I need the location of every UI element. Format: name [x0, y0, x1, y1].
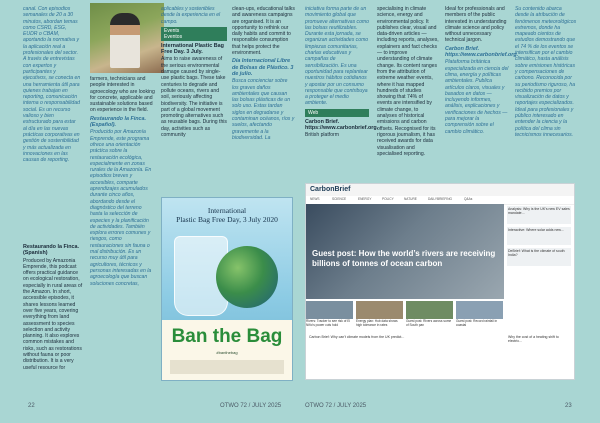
right-col3 [445, 6, 519, 137]
poster-band-text: Ban the Bag [171, 326, 283, 347]
person-figure [110, 13, 140, 68]
nav-item-news: NEWS [310, 197, 320, 201]
article-card [406, 301, 453, 331]
poster-logos-strip [170, 360, 284, 374]
left-col1-english [23, 242, 83, 373]
ban-the-bag-poster [161, 197, 293, 381]
left-col4-body: Busca concienciar sobre los graves daños ambientales que causan las bolsas plásticas de un solo uso. Estas tardan siglos en degradarse y contaminan océanos, ríos y suelos, afectando gravemente a la biodiversidad. La [232, 78, 295, 141]
nav-item-dailybriefing: DAILYBRIEFING [428, 197, 453, 201]
article-card [356, 301, 403, 331]
left-col3-top-text: aplicables y sostenibles desde la experiencia en el campo. [161, 6, 221, 25]
left-col4-top-text: clean-ups, educational talks and awareness campaigns are organised. It is an opportunity to rethink our daily habits and commit to responsible consumption that helps protect the environment. [232, 6, 295, 57]
left-col2-body-top: farmers, technicians and people interested in agroecology who are looking for concrete, applicable and sustainable solutions based on experience in the field. [90, 76, 155, 114]
right-col1-heading: Carbon Brief. https://www.carbonbrief.org. [305, 118, 379, 132]
left-col4-heading: Día Internacional Libre de Bolsas de Plástico. 3 de julio. [232, 58, 294, 77]
left-col3 [161, 6, 227, 140]
left-col4 [232, 6, 295, 143]
sidebar-list [507, 206, 571, 269]
carbonbrief-logo: CarbonBrief [310, 186, 351, 193]
right-col1-body-en: British platform [305, 132, 339, 139]
sidebar-item-text: DeBrief: What is the climate of south India? [508, 249, 565, 258]
card-text: Guest post: Record rainfall in coastal [456, 319, 498, 327]
hero-image [306, 204, 504, 299]
right-footer: OTWO 72 / JULY 2025 [305, 403, 367, 409]
right-col1 [305, 6, 379, 141]
left-col3-body: Aims to raise awareness of the serious environmental damage caused by single-use plastic bags. These take centuries to degrade and pollute oceans, rivers and soil, seriously affecting biodiversity. The initiative is part of a global movement promoting alternatives such as reusable bags. During this day, activities such as community [161, 56, 227, 139]
card-thumb [406, 301, 453, 319]
poster-title-line2: Plastic Bag Free Day, 3 July 2020 [176, 215, 278, 224]
left-col1-body: Produced by Amazonia Emprende, this podcast offers practical guidance on ecological restoration, especially in rural areas of the Amazon. In short, accessible episodes, it shares lessons learned over five years, covering everything from land assessment to species selection and activity planning. It also explores common mistakes and risks, such as restorations without fauna or poor distribution. It is a very useful resource for [23, 257, 83, 371]
left-col3-heading: International Plastic Bag Free Day. 3 July. [161, 42, 224, 56]
right-col4 [515, 6, 577, 140]
sidebar-item [507, 248, 571, 266]
sidebar-item-text: Interactive: Where solar adds new... [508, 228, 564, 232]
right-col2 [377, 6, 439, 159]
lower-right-text: Why the cost of a heating shift to electric... [508, 335, 559, 344]
left-col2 [90, 76, 155, 289]
article-card [306, 301, 353, 331]
card-thumb [306, 301, 353, 319]
events-tag-en: Events [164, 27, 180, 34]
right-col3-body: Ideal for professionals and members of the public interested in understanding climate science and policy without unnecessary technical jargon. [445, 6, 507, 44]
card-text: Energy plan: Hub data shows high tolerance in rates [356, 319, 398, 327]
globe-illustration [216, 246, 278, 308]
left-col1-heading: Restaurando la Finca. (Spanish) [23, 244, 80, 257]
sidebar-item [507, 227, 571, 245]
nav-item-energy: ENERGY [358, 197, 372, 201]
lower-left-text: Carbon Brief: Why can’t climate models from the UK predict... [309, 335, 405, 339]
right-col2-body: specialising in climate science, energy and environmental policy. It publishes clear, visual and data-driven articles — including reports, analyses, explainers and fact checks — to improve understanding of climate change. Its content ranges from the attribution of extreme weather events, where it has mapped hundreds of studies showing that 74% of events are intensified by climate change, to analyses of historical emissions and carbon offsets. Recognised for its rigorous journalism, it has received awards for data visualisation and specialised reporting. [377, 6, 439, 157]
podcast-photo [90, 3, 164, 73]
right-col1-body: iniciativa forma parte de un movimiento global que promueve alternativas como las bolsas reutilizables. Durante esta jornada, se organizan actividades como limpiezas comunitarias, charlas educativas y campañas de sensibilización. Es una oportunidad para replantear nuestros hábitos cotidianos y apostar por un consumo responsable que contribuya a proteger el medio ambiente. [305, 6, 369, 107]
card-thumb [456, 301, 503, 319]
right-col4-body: Su contenido abarca desde la atribución de fenómenos meteorológicos extremos, donde ha mapeado cientos de estudios demostrando que el 74 % de los eventos se intensifican por el cambio climático, hasta análisis sobre emisiones históricas y compensaciones de carbono. Reconocida por su periodismo riguroso, ha recibido premios por visualización de datos y reportajes especializados. Ideal para profesionales y público interesado en entender la ciencia y la política del clima sin tecnicismos innecesarios. [515, 6, 577, 138]
right-page-number: 23 [565, 403, 572, 409]
web-tag: Web [305, 109, 369, 117]
left-col1-spanish [23, 6, 81, 165]
article-cards [306, 301, 504, 331]
nav-item-policy: POLICY [382, 197, 394, 201]
poster-title-line1: International [207, 206, 247, 215]
lower-right-story [507, 334, 571, 345]
nav-item-science: SCIENCE [332, 197, 347, 201]
left-page-number: 22 [28, 403, 35, 409]
card-text: Guest post: Rivers across some of South pan [406, 319, 452, 327]
right-col3-body-es: Plataforma británica especializada en ciencia del clima, energía y políticas ambientales. Publica artículos claros, visuales y basados en datos — incluyendo informes, análisis, explicaciones y verificaciones de hechos — para mejorar la comprensión sobre el cambio climático. [445, 59, 509, 135]
hero-title: Guest post: How the world’s rivers are receiving billions of tonnes of ocean carbon [312, 249, 496, 268]
left-col2-body: Producido por Amazonía Emprende, este programa ofrece una orientación práctica sobre la restauración ecológica, especialmente en zonas rurales de la Amazonía. En episodios breves y accesibles, comparte aprendizajes acumulados durante cinco años, abordando desde el diagnóstico del terreno hasta la selección de especies y la planificación de actividades. También explora errores comunes y riesgos, como restauraciones sin fauna o mal distribución. Es un recurso muy útil para agricultores, técnicos y personas interesadas en la agroecología que buscan soluciones concretas, [90, 129, 152, 287]
poster-title [162, 206, 292, 224]
nav-item-nature: NATURE [404, 197, 417, 201]
left-footer: OTWO 72 / JULY 2025 [220, 403, 282, 409]
nav-item-qas: Q&As [464, 197, 473, 201]
left-col2-heading: Restaurando la Finca. (Español). [90, 115, 147, 129]
events-tag-es: Eventos [164, 33, 183, 40]
events-tag [161, 27, 227, 41]
lower-left-story [308, 334, 506, 340]
left-col1-top-text: canal. Con episodios semanales de 20 a 30 minutos, abordan temas como CSRD, ESG, EUDR o CBAM, aportando la normativa y la aplicación real a profesionales del sector. A través de entrevistas con expertos y participantes y ejecutivos, se conecta en una herramienta útil para quienes trabajan en reporting, comunicación interna o responsabilidad social. Es un recurso valioso y bien estructurado para estar al día en las nuevas prácticas corporativas en gestión de sostenibilidad y más actualizada en innovaciones en las causas de reporting. [23, 6, 81, 164]
sidebar-item-text: Analysis: Why is the UK's new EV sales mandate... [508, 207, 570, 216]
card-thumb [356, 301, 403, 319]
carbonbrief-screenshot [305, 183, 575, 380]
sidebar-item [507, 206, 571, 224]
poster-hashtag: #banthebag [216, 350, 238, 355]
right-col3-heading: Carbon Brief. https://www.carbonbrief.org. [445, 45, 519, 59]
article-card [456, 301, 503, 331]
card-text: Rivers: Tracker to see risk of El Niño’s power cuts hold [306, 319, 351, 327]
